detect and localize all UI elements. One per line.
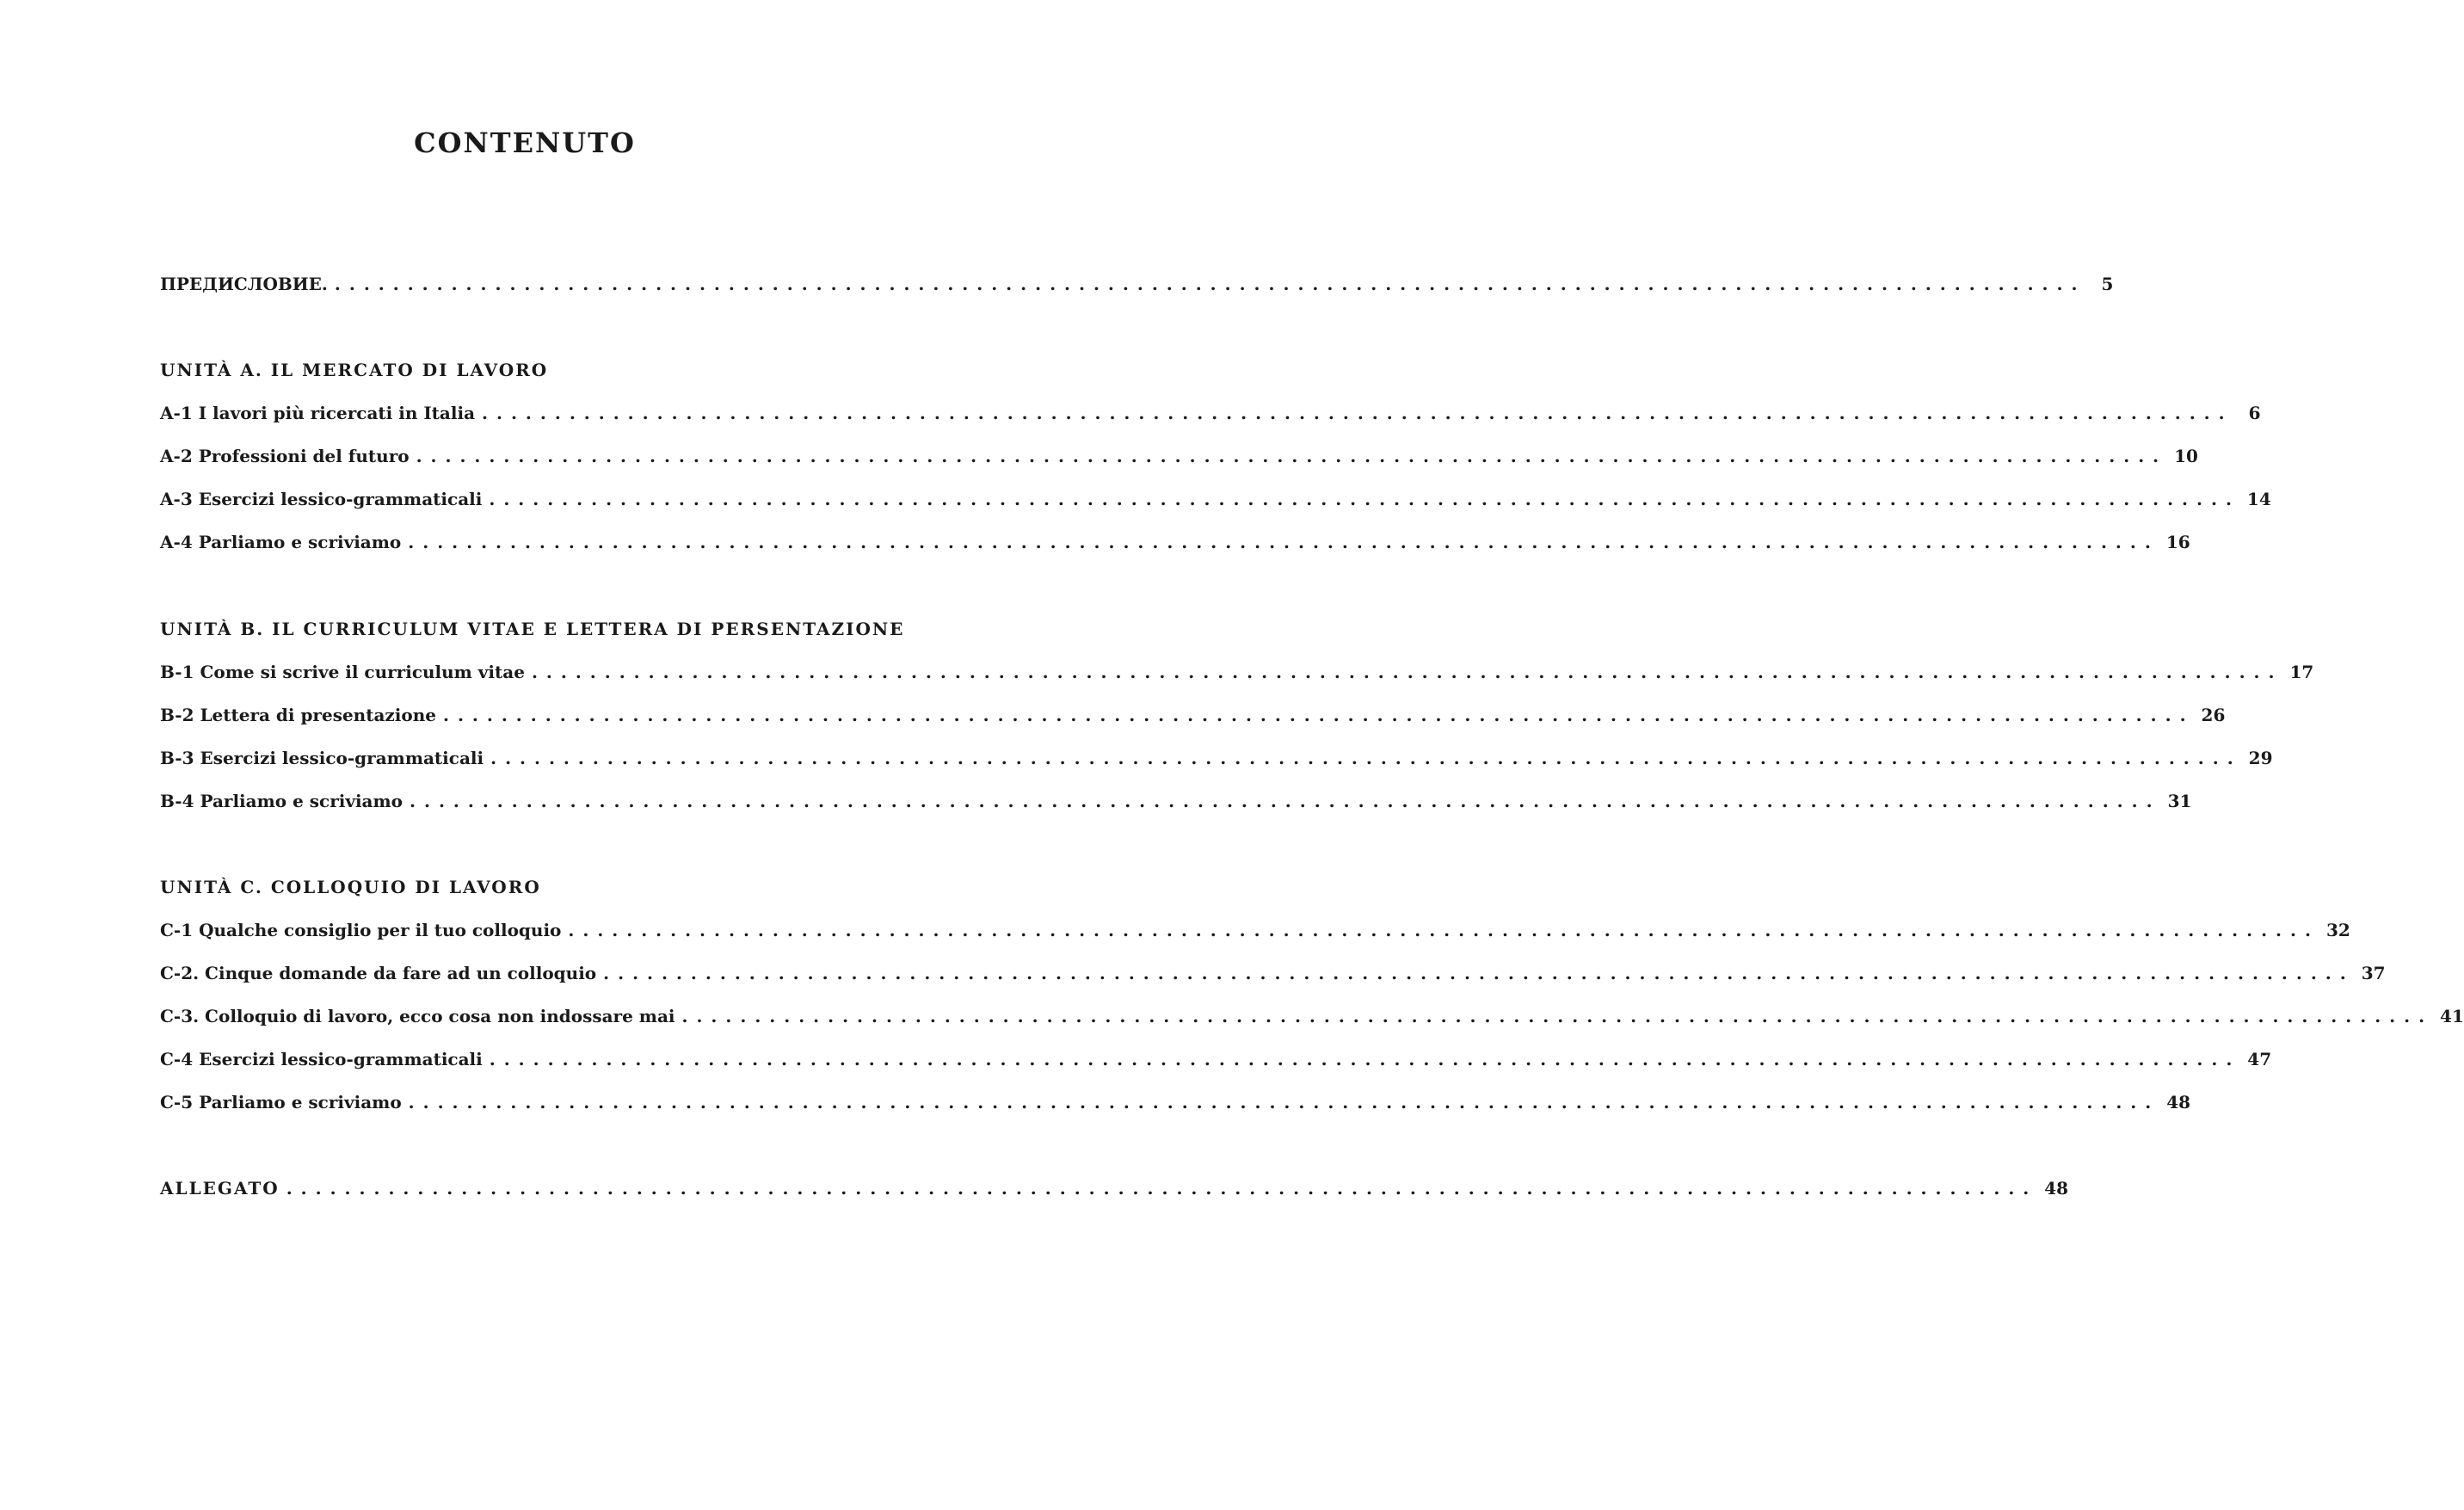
leader-dots: ........................................................................................................................: [410, 791, 2161, 811]
toc-entry-c3[interactable]: [160, 1006, 2464, 1032]
toc-entry-page: 29: [2248, 748, 2273, 768]
toc-entry-a3[interactable]: [160, 489, 2271, 515]
leader-dots: ........................................................................................................................: [286, 1178, 2038, 1199]
toc-entry-a1[interactable]: [160, 403, 2261, 428]
toc-entry-label: C-3. Colloquio di lavoro, ecco cosa non indossare mai: [160, 1006, 682, 1026]
toc-entry-page: 14: [2246, 489, 2271, 509]
toc-entry-page: 6: [2248, 403, 2261, 423]
unit-a-heading: UNITÀ A. IL MERCATO DI LAVORO: [160, 360, 549, 380]
toc-entry-page: 31: [2167, 791, 2192, 811]
toc-entry-b4[interactable]: [160, 791, 2192, 817]
toc-entry-label: C-1 Qualche consiglio per il tuo colloquio: [160, 920, 568, 940]
toc-entry-page: 17: [2289, 662, 2314, 682]
leader-dots: ........................................................................................................................: [408, 1092, 2160, 1112]
toc-entry-label: A-3 Esercizi lessico-grammaticali: [160, 489, 489, 509]
leader-dots: ........................................................................................................................: [568, 920, 2319, 940]
toc-entry-label: C-4 Esercizi lessico-grammaticali: [160, 1049, 490, 1069]
leader-dots: ........................................................................................................................: [490, 748, 2242, 768]
toc-entry-label: A-4 Parliamo e scriviamo: [160, 532, 408, 552]
toc-entry-c4[interactable]: [160, 1049, 2272, 1075]
toc-entry-b1[interactable]: [160, 662, 2314, 687]
toc-entry-b2[interactable]: [160, 705, 2226, 730]
toc-entry-page: 37: [2361, 963, 2386, 983]
toc-entry-page: 48: [2044, 1178, 2069, 1199]
toc-entry-a2[interactable]: [160, 446, 2198, 471]
unit-c-heading: UNITÀ C. COLLOQUIO DI LAVORO: [160, 877, 541, 897]
leader-dots: ........................................................................................................................: [482, 403, 2233, 423]
leader-dots: ........................................................................................................................: [489, 1049, 2241, 1069]
toc-entry-page: 48: [2166, 1092, 2191, 1112]
toc-entry-label: B-3 Esercizi lessico-grammaticali: [160, 748, 490, 768]
toc-entry-label: B-1 Come si scrive il curriculum vitae: [160, 662, 532, 682]
toc-entry-label: C-5 Parliamo e scriviamo: [160, 1092, 409, 1112]
leader-dots: ........................................................................................................................: [681, 1006, 2434, 1026]
toc-entry-preface[interactable]: [160, 274, 2114, 299]
toc-entry-a4[interactable]: [160, 532, 2190, 558]
toc-entry-c1[interactable]: [160, 920, 2350, 946]
toc-entry-page: 41: [2440, 1006, 2464, 1026]
toc-entry-label: A-1 I lavori più ricercati in Italia: [160, 403, 482, 423]
toc-entry-page: 5: [2101, 274, 2114, 294]
toc-entry-page: 10: [2174, 446, 2198, 466]
leader-dots: ........................................................................................................................: [408, 532, 2159, 552]
toc-entry-label: A-2 Professioni del futuro: [160, 446, 416, 466]
leader-dots: ........................................................................................................................: [603, 963, 2355, 983]
leader-dots: ........................................................................................................................: [531, 662, 2283, 682]
toc-entry-label: ПРЕДИСЛОВИЕ.: [160, 274, 335, 294]
toc-entry-c5[interactable]: [160, 1092, 2191, 1118]
toc-entry-label: ALLEGATO: [160, 1178, 286, 1199]
unit-b-heading: UNITÀ B. IL CURRICULUM VITAE E LETTERA DI PERSENTAZIONE: [160, 619, 905, 639]
toc-entry-page: 32: [2325, 920, 2350, 940]
leader-dots: ........................................................................................................................: [442, 705, 2195, 725]
toc-entry-label: C-2. Cinque domande da fare ad un colloquio: [160, 963, 603, 983]
toc-entry-c2[interactable]: [160, 963, 2386, 989]
page-title: CONTENUTO: [414, 126, 636, 159]
toc-entry-appendix[interactable]: [160, 1178, 2069, 1204]
toc-entry-label: B-4 Parliamo e scriviamo: [160, 791, 410, 811]
leader-dots: ........................................................................................................................: [416, 446, 2168, 466]
toc-entry-b3[interactable]: [160, 748, 2273, 773]
toc-entry-page: 16: [2165, 532, 2190, 552]
toc-entry-page: 47: [2247, 1049, 2272, 1069]
leader-dots: ........................................................................................................................: [489, 489, 2240, 509]
toc-entry-page: 26: [2201, 705, 2226, 725]
leader-dots: ........................................................................................................................: [334, 274, 2086, 294]
toc-entry-label: B-2 Lettera di presentazione: [160, 705, 443, 725]
